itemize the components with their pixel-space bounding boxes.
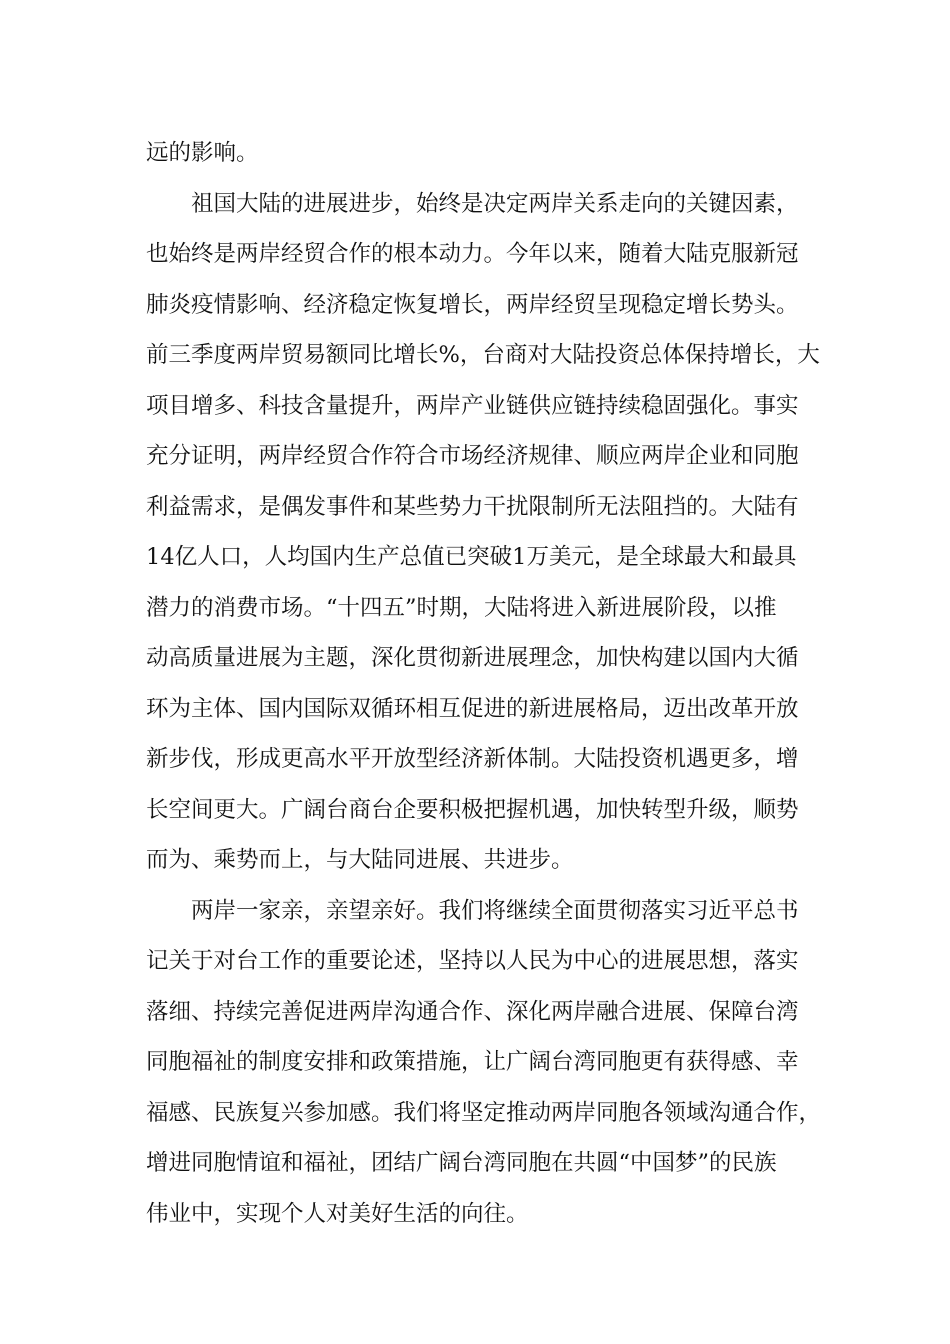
text-line: 长空间更大。广阔台商台企要积极把握机遇，加快转型升级，顺势 [146,796,799,823]
text-line: 潜力的消费市场。“十四五”时期，大陆将进入新进展阶段，以推 [146,594,777,621]
text-line: 利益需求，是偶发事件和某些势力干扰限制所无法阻挡的。大陆有 [146,493,799,520]
text-line: 充分证明，两岸经贸合作符合市场经济规律、顺应两岸企业和同胞 [146,443,799,469]
text-line: 远的影响。 [146,140,259,166]
text-line: 福感、民族复兴参加感。我们将坚定推动两岸同胞各领域沟通合作， [146,1099,822,1126]
text-line: 新步伐，形成更高水平开放型经济新体制。大陆投资机遇更多，增 [146,746,799,772]
text-line: 也始终是两岸经贸合作的根本动力。今年以来，随着大陆克服新冠 [146,241,799,267]
text-line: 环为主体、国内国际双循环相互促进的新进展格局，迈出改革开放 [146,695,799,722]
text-line: 动高质量进展为主题，深化贯彻新进展理念，加快构建以国内大循 [146,645,799,671]
text-line: 项目增多、科技含量提升，两岸产业链供应链持续稳固强化。事实 [146,392,799,419]
text-line: 伟业中，实现个人对美好生活的向往。 [146,1200,529,1227]
text-line: 14亿人口，人均国内生产总值已突破1万美元，是全球最大和最具 [146,544,797,570]
text-line: 而为、乘势而上，与大陆同进展、共进步。 [146,847,574,873]
text-line: 前三季度两岸贸易额同比增长%，台商对大陆投资总体保持增长，大 [146,342,820,368]
document-body [146,128,836,1239]
paragraph-first-line: 祖国大陆的进展进步，始终是决定两岸关系走向的关键因素， [191,190,799,217]
text-line: 肺炎疫情影响、经济稳定恢复增长，两岸经贸呈现稳定增长势头。 [146,291,799,318]
text-line: 同胞福祉的制度安排和政策措施，让广阔台湾同胞更有获得感、幸 [146,1049,799,1075]
paragraph-first-line: 两岸一家亲，亲望亲好。我们将继续全面贯彻落实习近平总书 [191,897,799,924]
text-line: 落细、持续完善促进两岸沟通合作、深化两岸融合进展、保障台湾 [146,998,799,1025]
text-line: 记关于对台工作的重要论述，坚持以人民为中心的进展思想，落实 [146,948,799,974]
text-line: 增进同胞情谊和福祉，团结广阔台湾同胞在共圆“中国梦”的民族 [146,1150,777,1176]
